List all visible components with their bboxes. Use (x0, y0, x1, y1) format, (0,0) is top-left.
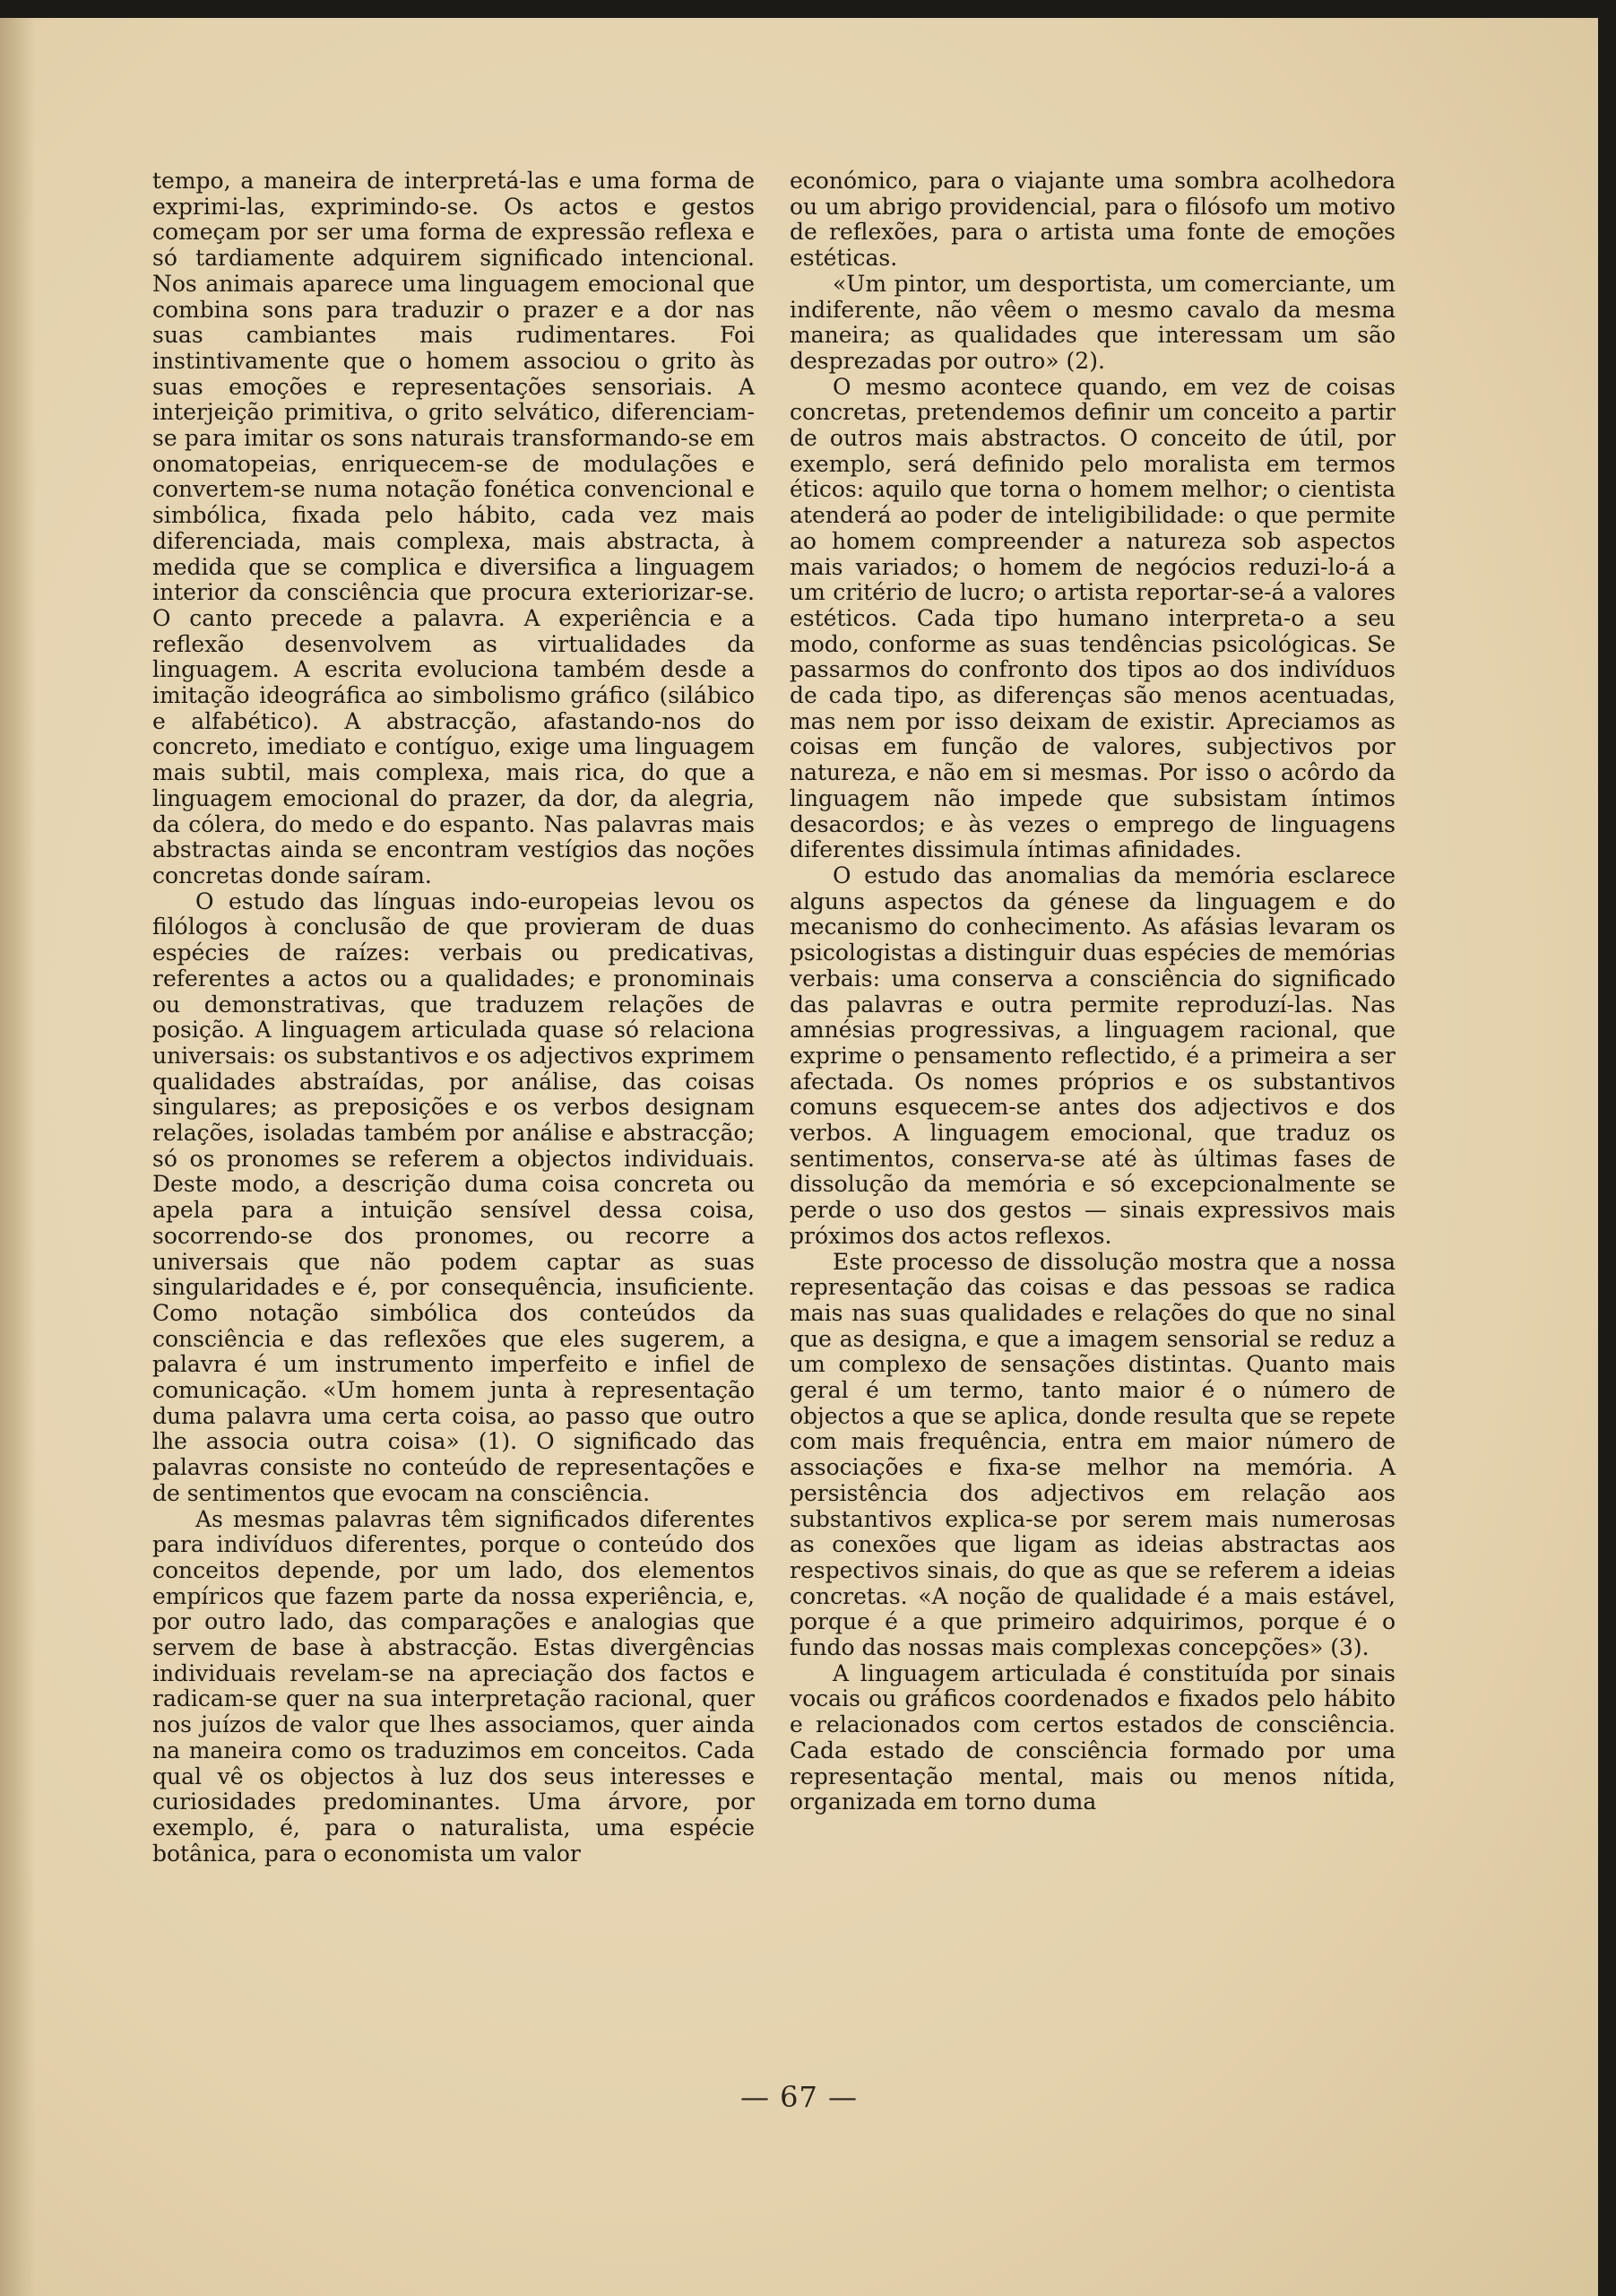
paragraph: «Um pintor, um desportista, um comerciante, um indiferente, não vêem o mesmo cavalo da mesma maneira; as qualidades que interessam um são desprezadas por outro» (2). (790, 270, 1396, 374)
page-spine-shadow (0, 18, 36, 2296)
book-page (0, 18, 1598, 2296)
paragraph: O estudo das línguas indo-europeias levou os filólogos à conclusão de que provieram de duas espécies de raízes: verbais ou predicativas, referentes a actos ou a qualidades; e pronominais ou demonstrativas, que traduzem relações de posição. A linguagem articulada quase só relaciona universais: os substantivos e os adjectivos exprimem qualidades abstraídas, por análise, das coisas singulares; as preposições e os verbos designam relações, isoladas também por análise e abstracção; só os pronomes se referem a objectos individuais. Deste modo, a descrição duma coisa concreta ou apela para a intuição sensível dessa coisa, socorrendo-se dos pronomes, ou recorre a universais que não podem captar as suas singularidades e é, por consequência, insuficiente. Como notação simbólica dos conteúdos da consciência e das reflexões que eles sugerem, a palavra é um instrumento imperfeito e infiel de comunicação. «Um homem junta à representação duma palavra uma certa coisa, ao passo que outro lhe associa outra coisa» (1). O significado das palavras consiste no conteúdo de representações e de sentimentos que evocam na consciência. (152, 888, 755, 1506)
paragraph: económico, para o viajante uma sombra acolhedora ou um abrigo providencial, para o filósofo um motivo de reflexões, para o artista uma fonte de emoções estéticas. (790, 168, 1396, 272)
paragraph: tempo, a maneira de interpretá-las e uma forma de exprimi-las, exprimindo-se. Os actos e gestos começam por ser uma forma de expressão reflexa e só tardiamente adquirem significado intencional. Nos animais aparece uma linguagem emocional que combina sons para traduzir o prazer e a dor nas suas cambiantes mais rudimentares. Foi instintivamente que o homem associou o grito às suas emoções e representações sensoriais. A interjeição primitiva, o grito selvático, diferenciam-se para imitar os sons naturais transformando-se em onomatopeias, enriquecem-se de modulações e convertem-se numa notação fonética convencional e simbólica, fixada pelo hábito, cada vez mais diferenciada, mais complexa, mais abstracta, à medida que se complica e diversifica a linguagem interior da consciência que procura exteriorizar-se. O canto precede a palavra. A experiência e a reflexão desenvolvem as virtualidades da linguagem. A escrita evoluciona também desde a imitação ideográfica ao simbolismo gráfico (silábico e alfabético). A abstracção, afastando-nos do concreto, imediato e contíguo, exige uma linguagem mais subtil, mais complexa, mais rica, do que a linguagem emocional do prazer, da dor, da alegria, da cólera, do medo e do espanto. Nas palavras mais abstractas ainda se encontram vestígios das noções concretas donde saíram. (152, 168, 755, 888)
paragraph: A linguagem articulada é constituída por sinais vocais ou gráficos coordenados e fixados pelo hábito e relacionados com certos estados de consciência. Cada estado de consciência formado por uma representação mental, mais ou menos nítida, organizada em torno duma (790, 1659, 1396, 1815)
paragraph: As mesmas palavras têm significados diferentes para indivíduos diferentes, porque o conteúdo dos conceitos depende, por um lado, dos elementos empíricos que fazem parte da nossa experiência, e, por outro lado, das comparações e analogias que servem de base à abstracção. Estas divergências individuais revelam-se na apreciação dos factos e radicam-se quer na sua interpretação racional, quer nos juízos de valor que lhes associamos, quer ainda na maneira como os traduzimos em conceitos. Cada qual vê os objectos à luz dos seus interesses e curiosidades predominantes. Uma árvore, por exemplo, é, para o naturalista, uma espécie botânica, para o economista um valor (152, 1505, 755, 1867)
page-number: — 67 — (739, 2080, 859, 2114)
paragraph: O estudo das anomalias da memória esclarece alguns aspectos da génese da linguagem e do mecanismo do conhecimento. As afásias levaram os psicologistas a distinguir duas espécies de memórias verbais: uma conserva a consciência do significado das palavras e outra permite reproduzí-las. Nas amnésias progressivas, a linguagem racional, que exprime o pensamento reflectido, é a primeira a ser afectada. Os nomes próprios e os substantivos comuns esquecem-se antes dos adjectivos e dos verbos. A linguagem emocional, que traduz os sentimentos, conserva-se até às últimas fases de dissolução da memória e só excepcionalmente se perde o uso dos gestos — sinais expressivos mais próximos dos actos reflexos. (790, 862, 1396, 1249)
right-text-column (790, 169, 1396, 1815)
paragraph: Este processo de dissolução mostra que a nossa representação das coisas e das pessoas se radica mais nas suas qualidades e relações do que no sinal que as designa, e que a imagem sensorial se reduz a um complexo de sensações distintas. Quanto mais geral é um termo, tanto maior é o número de objectos a que se aplica, donde resulta que se repete com mais frequência, entra em maior número de associações e fixa-se melhor na memória. A persistência dos adjectivos em relação aos substantivos explica-se por serem mais numerosas as conexões que ligam as ideias abstractas aos respectivos sinais, do que as que se referem a ideias concretas. «A noção de qualidade é a mais estável, porque é a que primeiro adquirimos, porque é o fundo das nossas mais complexas concepções» (3). (790, 1248, 1396, 1661)
left-text-column (152, 169, 755, 1867)
paragraph: O mesmo acontece quando, em vez de coisas concretas, pretendemos definir um conceito a partir de outros mais abstractos. O conceito de útil, por exemplo, será definido pelo moralista em termos éticos: aquilo que torna o homem melhor; o cientista atenderá ao poder de inteligibilidade: o que permite ao homem compreender a natureza sob aspectos mais variados; o homem de negócios reduzi-lo-á a um critério de lucro; o artista reportar-se-á a valores estéticos. Cada tipo humano interpreta-o a seu modo, conforme as suas tendências psicológicas. Se passarmos do confronto dos tipos ao dos indivíduos de cada tipo, as diferenças são menos acentuadas, mas nem por isso deixam de existir. Apreciamos as coisas em função de valores, subjectivos por natureza, e não em si mesmas. Por isso o acôrdo da linguagem não impede que subsistam íntimos desacordos; e às vezes o emprego de linguagens diferentes dissimula íntimas afinidades. (790, 373, 1396, 863)
